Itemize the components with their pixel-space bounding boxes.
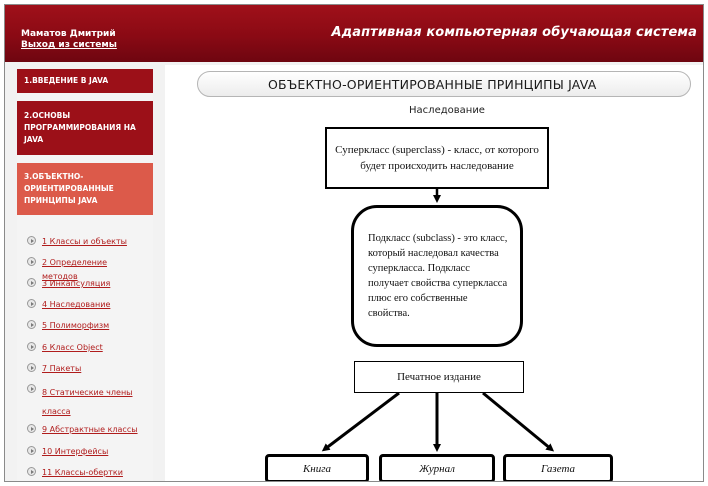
logout-link[interactable]: Выход из системы [21,40,117,50]
menu-item-intro-java[interactable]: 1.ВВЕДЕНИЕ В JAVA [17,69,153,93]
play-circle-icon [27,424,36,433]
page-title: ОБЪЕКТНО-ОРИЕНТИРОВАННЫЕ ПРИНЦИПЫ JAVA [268,77,597,92]
play-circle-icon [27,384,36,393]
system-title: Адаптивная компьютерная обучающая система [331,25,697,40]
user-name: Маматов Дмитрий [21,29,116,39]
play-circle-icon [27,257,36,266]
menu-item-java-basics[interactable]: 2.ОСНОВЫ ПРОГРАММИРОВАНИЯ НА JAVA [17,101,153,155]
app-window [4,4,704,482]
newspaper-box: Газета [503,454,613,482]
inheritance-diagram [165,65,704,482]
sub-item-label: 1 Классы и объекты [42,237,127,246]
sub-item-abstract-classes[interactable] [27,423,142,437]
sub-item-label: 2 Определение методов [42,258,107,281]
book-box: Книга [265,454,369,482]
sub-item-label: 4 Наследование [42,300,111,309]
arrow-print-to-newspaper [483,393,551,449]
arrow-print-to-book [325,393,399,449]
sub-item-label: 10 Интерфейсы [42,447,109,456]
sub-item-object-class[interactable] [27,341,142,355]
sub-item-inheritance[interactable] [27,298,142,312]
sub-item-label: 7 Пакеты [42,364,82,373]
journal-box: Журнал [379,454,495,482]
sub-item-label: 5 Полиморфизм [42,321,110,330]
sub-item-static-members[interactable] [27,383,142,421]
play-circle-icon [27,299,36,308]
play-circle-icon [27,446,36,455]
header [5,5,704,62]
sidebar [17,69,153,482]
menu-item-oop-principles[interactable]: 3.ОБЪЕКТНО-ОРИЕНТИРОВАННЫЕ ПРИНЦИПЫ JAVA [17,163,153,215]
sub-item-wrapper-classes[interactable] [27,466,142,480]
sub-item-label: 9 Абстрактные классы [42,425,138,434]
sub-item-polymorphism[interactable] [27,319,142,333]
sub-item-label: 11 Классы-обертки [42,468,123,477]
play-circle-icon [27,236,36,245]
sub-item-classes-objects[interactable] [27,235,142,249]
play-circle-icon [27,278,36,287]
section-subtitle: Наследование [409,105,485,116]
sub-item-packages[interactable] [27,362,142,376]
play-circle-icon [27,467,36,476]
sub-item-interfaces[interactable] [27,445,142,459]
play-circle-icon [27,320,36,329]
subclass-box: Подкласс (subclass) - это класс, который наследовал качества суперкласса. Подкласс получает свойства суперкласса плюс его собственные свойства. [351,205,523,347]
sub-item-label: 3 Инкапсуляция [42,279,111,288]
play-circle-icon [27,363,36,372]
sub-item-label: 6 Класс Object [42,343,103,352]
play-circle-icon [27,342,36,351]
sub-item-encapsulation[interactable] [27,277,142,291]
main-content [165,65,704,482]
superclass-box: Суперкласс (superclass) - класс, от которого будет происходить наследование [325,127,549,189]
print-edition-box: Печатное издание [354,361,524,393]
sub-item-label: 8 Статические члены класса [42,388,133,416]
